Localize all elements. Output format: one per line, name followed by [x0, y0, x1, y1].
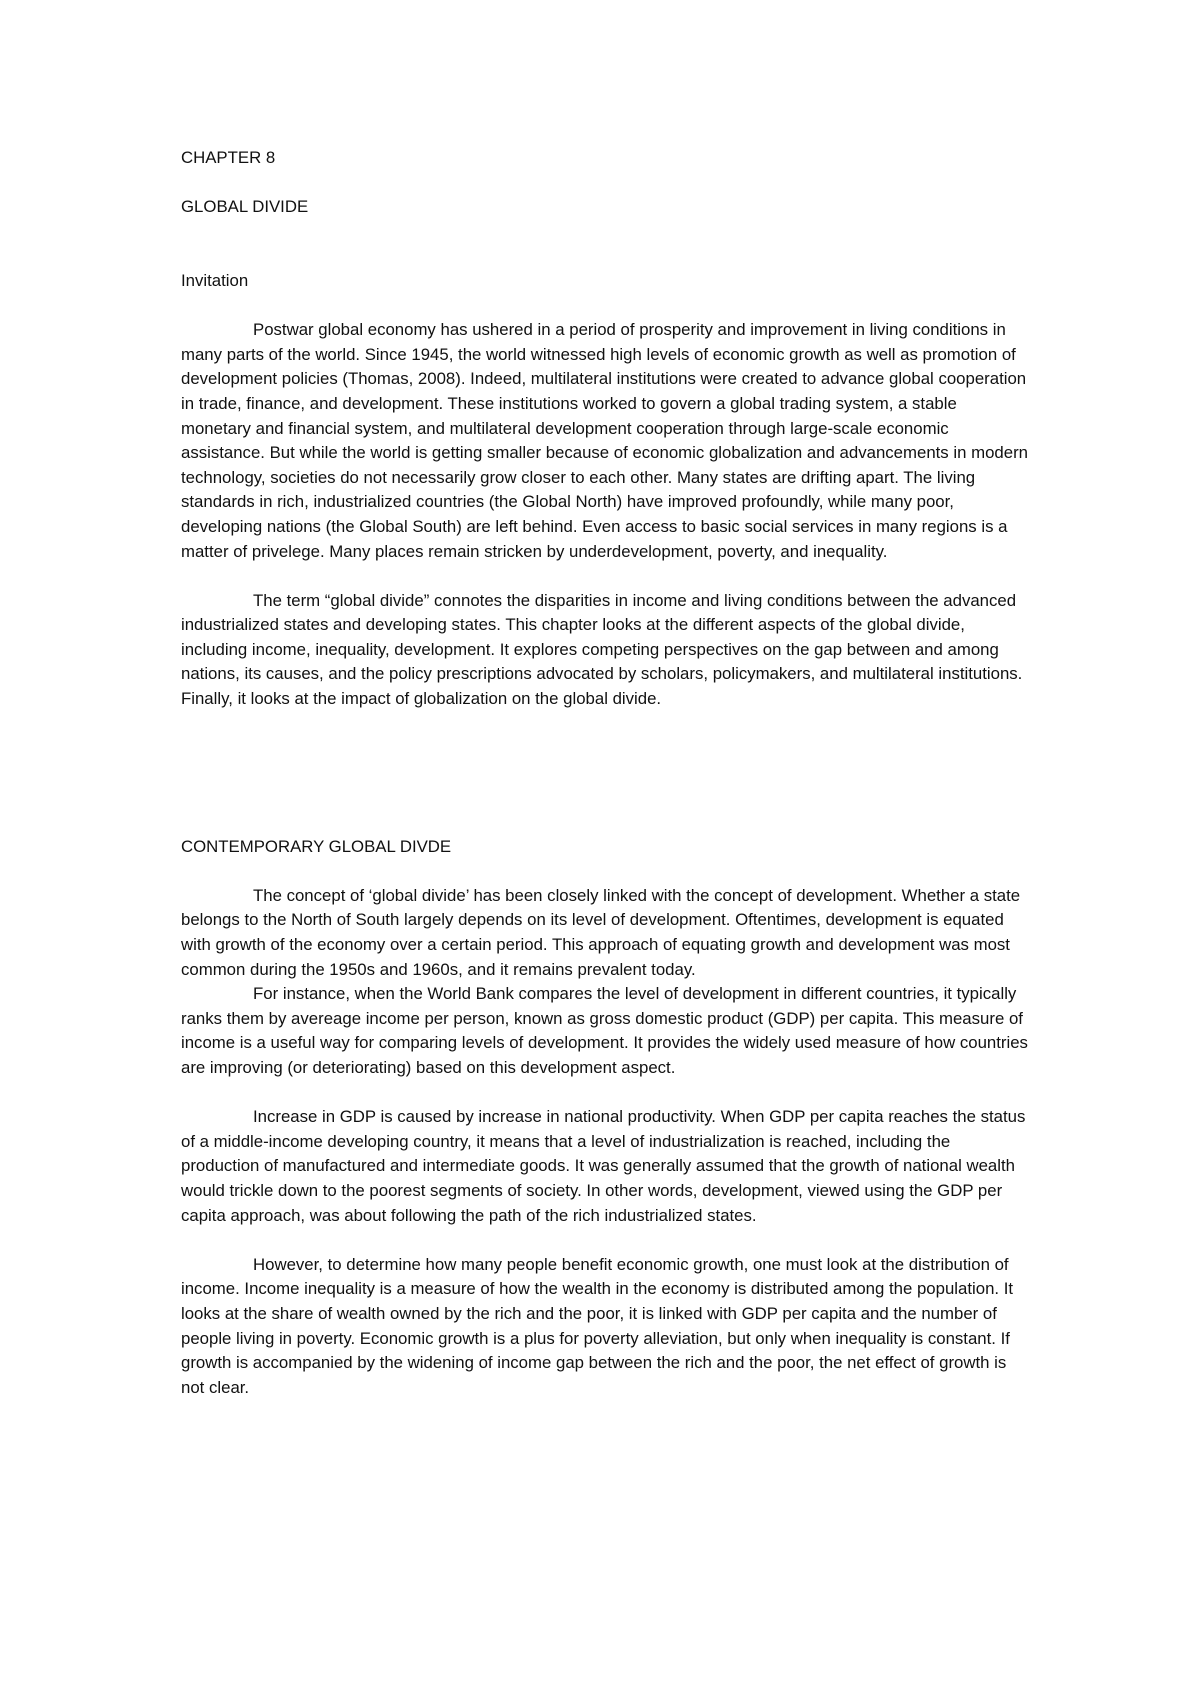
document-body [181, 146, 1029, 1400]
paragraph: For instance, when the World Bank compares the level of development in different countries, it typically ranks them by avereage income per person, known as gross domestic product (GDP) per capita. This measure of income is a useful way for comparing levels of development. It provides the widely used measure of how countries are improving (or deteriorating) based on this development aspect. [181, 984, 1028, 1077]
paragraph: However, to determine how many people benefit economic growth, one must look at the distribution of income. Income inequality is a measure of how the wealth in the economy is distributed among the population. It looks at the share of wealth owned by the rich and the poor, it is linked with GDP per capita and the number of people living in poverty. Economic growth is a plus for poverty alleviation, but only when inequality is constant. If growth is accompanied by the widening of income gap between the rich and the poor, the net effect of growth is not clear. [181, 1254, 1014, 1397]
paragraph: Increase in GDP is caused by increase in national productivity. When GDP per capita reaches the status of a middle-income developing country, it means that a level of industrialization is reached, including the production of manufactured and intermediate goods. It was generally assumed that the growth of national wealth would trickle down to the poorest segments of society. In other words, development, viewed using the GDP per capita approach, was about following the path of the rich industrialized states. [181, 1107, 1026, 1225]
section-heading-invitation: Invitation [181, 270, 249, 290]
paragraph: The concept of ‘global divide’ has been closely linked with the concept of development. Whether a state belongs to the North of South largely depends on its level of development. Oftentimes, development is equated with growth of the economy over a certain period. This approach of equating growth and development was most common during the 1950s and 1960s, and it remains prevalent today. [181, 885, 1021, 979]
section-heading-contemporary-global-divide: CONTEMPORARY GLOBAL DIVDE [181, 836, 452, 856]
chapter-title: GLOBAL DIVIDE [181, 197, 309, 217]
chapter-label: CHAPTER 8 [181, 148, 276, 167]
paragraph: Postwar global economy has ushered in a period of prosperity and improvement in living conditions in many parts of the world. Since 1945, the world witnessed high levels of economic growth as well as promotion of development policies (Thomas, 2008). Indeed, multilateral institutions were created to advance global cooperation in trade, finance, and development. These institutions worked to govern a global trading system, a stable monetary and financial system, and multilateral development cooperation through large-scale economic assistance. But while the world is getting smaller because of economic globalization and advancements in modern technology, societies do not necessarily grow closer to each other. Many states are drifting apart. The living standards in rich, industrialized countries (the Global North) have improved profoundly, while many poor, developing nations (the Global South) are left behind. Even access to basic social services in many regions is a matter of privelege. Many places remain stricken by underdevelopment, poverty, and inequality. [181, 320, 1028, 561]
paragraph: The term “global divide” connotes the disparities in income and living conditions between the advanced industrialized states and developing states. This chapter looks at the different aspects of the global divide, including income, inequality, development. It explores competing perspectives on the gap between and among nations, its causes, and the policy prescriptions advocated by scholars, policymakers, and multilateral institutions. Finally, it looks at the impact of globalization on the global divide. [181, 590, 1023, 709]
